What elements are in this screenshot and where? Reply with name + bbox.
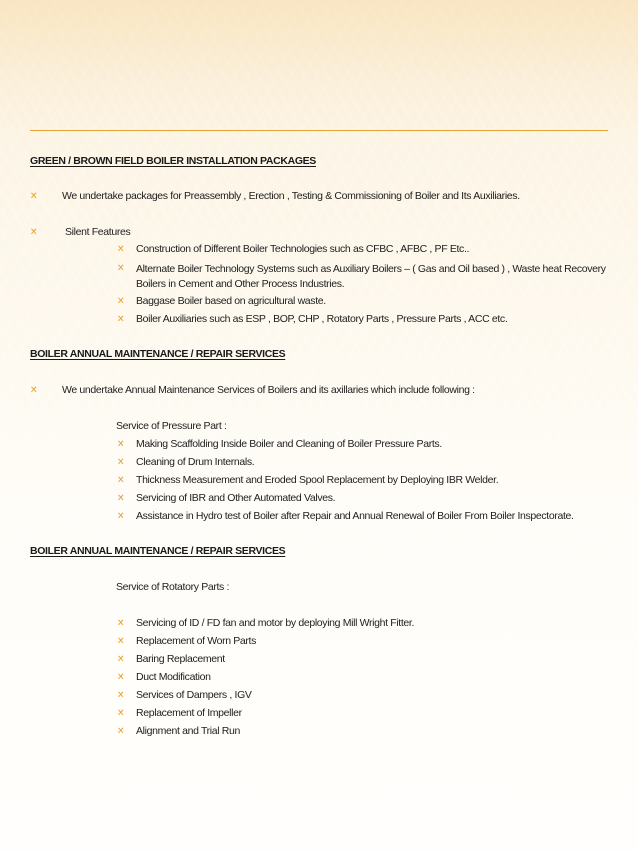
list-item: Silent Features <box>65 226 131 238</box>
service-item: Assistance in Hydro test of Boiler after Repair and Annual Renewal of Boiler From Boiler Inspectorate. <box>136 510 574 522</box>
feature-item: Construction of Different Boiler Technologies such as CFBC , AFBC , PF Etc.. <box>136 243 470 255</box>
x-mark-icon: ✕ <box>117 475 125 486</box>
x-mark-icon: ✕ <box>117 439 125 450</box>
x-mark-icon: ✕ <box>117 511 125 522</box>
service-item: Alignment and Trial Run <box>136 725 241 737</box>
list-item: We undertake Annual Maintenance Services of Boilers and its axillaries which include following : <box>62 384 475 396</box>
section-heading-installation: GREEN / BROWN FIELD BOILER INSTALLATION PACKAGES <box>30 155 316 167</box>
x-mark-icon: ✕ <box>117 296 125 307</box>
service-item: Replacement of Worn Parts <box>136 635 257 647</box>
background-wash <box>0 0 638 140</box>
service-item: Servicing of IBR and Other Automated Valves. <box>136 492 336 504</box>
service-item: Duct Modification <box>136 671 211 683</box>
x-mark-icon: ✕ <box>117 690 125 701</box>
x-mark-icon: ✕ <box>117 636 125 647</box>
x-mark-icon: ✕ <box>117 244 125 255</box>
list-item: We undertake packages for Preassembly , Erection , Testing & Commissioning of Boiler and Its Auxiliaries. <box>62 190 520 202</box>
feature-item: Alternate Boiler Technology Systems such as Auxiliary Boilers – ( Gas and Oil based ) , Waste heat Recovery Boilers in Cement and Other Process Industries. <box>136 263 606 290</box>
x-mark-icon: ✕ <box>117 654 125 665</box>
x-mark-icon: ✕ <box>117 726 125 737</box>
x-mark-icon: ✕ <box>117 708 125 719</box>
feature-item: Boiler Auxiliaries such as ESP , BOP, CHP , Rotatory Parts , Pressure Parts , ACC etc. <box>136 313 508 325</box>
x-mark-icon: ✕ <box>30 227 38 238</box>
service-item: Baring Replacement <box>136 653 225 665</box>
subheading-rotatory-parts: Service of Rotatory Parts : <box>116 581 230 593</box>
x-mark-icon: ✕ <box>117 263 125 274</box>
feature-item: Baggase Boiler based on agricultural waste. <box>136 295 326 307</box>
service-item: Replacement of Impeller <box>136 707 242 719</box>
x-mark-icon: ✕ <box>117 314 125 325</box>
service-item: Services of Dampers , IGV <box>136 689 252 701</box>
service-item: Servicing of ID / FD fan and motor by deploying Mill Wright Fitter. <box>136 617 415 629</box>
x-mark-icon: ✕ <box>117 457 125 468</box>
header-divider <box>30 130 608 131</box>
service-item: Making Scaffolding Inside Boiler and Cleaning of Boiler Pressure Parts. <box>136 438 442 450</box>
x-mark-icon: ✕ <box>117 618 125 629</box>
x-mark-icon: ✕ <box>117 493 125 504</box>
section-heading-maintenance: BOILER ANNUAL MAINTENANCE / REPAIR SERVICES <box>30 348 286 360</box>
subheading-pressure-part: Service of Pressure Part : <box>116 420 227 432</box>
service-item: Thickness Measurement and Eroded Spool Replacement by Deploying IBR Welder. <box>136 474 499 486</box>
x-mark-icon: ✕ <box>30 385 38 396</box>
x-mark-icon: ✕ <box>117 672 125 683</box>
service-item: Cleaning of Drum Internals. <box>136 456 255 468</box>
x-mark-icon: ✕ <box>30 191 38 202</box>
section-heading-rotatory: BOILER ANNUAL MAINTENANCE / REPAIR SERVICES <box>30 545 286 557</box>
